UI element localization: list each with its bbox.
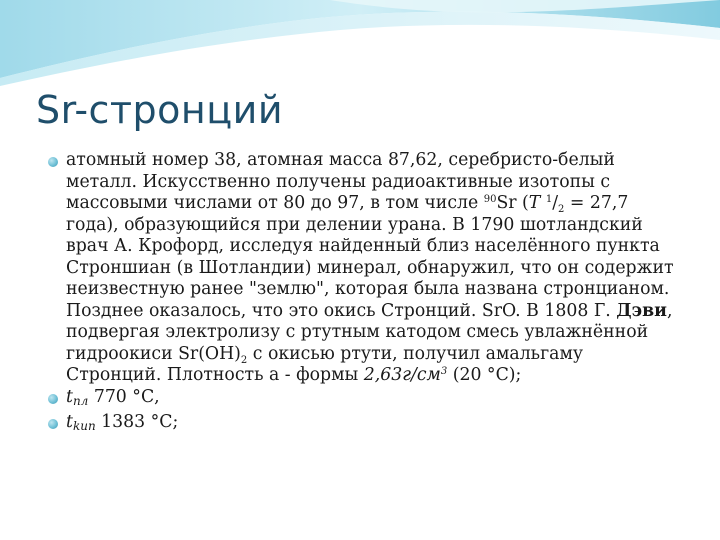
temp-subscript: пл [72,393,89,408]
bullet-icon [48,157,58,167]
fraction-numerator: 1 [545,194,553,205]
boiling-point-value: 1383 °С; [95,412,179,432]
davy-name: Дэви [616,300,667,321]
isotope-symbol: Sr ( [496,193,529,213]
density-value: 2,63г/см [363,365,441,385]
bullet-icon [48,419,58,429]
temp-symbol: t [66,412,73,432]
temp-symbol: t [66,386,73,407]
slide-title: Sr-стронций [36,88,284,132]
bullet-item-boiling-point [46,412,676,438]
bullet-icon [48,394,58,404]
text-segment: , подвергая электролизу с ртутным катодом смесь увлажнённой гидроокиси Sr(OH) [66,300,673,364]
density-exponent: 3 [440,366,448,377]
temp-subscript: kun [72,419,96,433]
half-life-symbol: T [528,193,541,213]
bullet-item-melting-point [46,387,676,413]
isotope-mass: 90 [483,194,497,205]
melting-point-value: 770 °С, [88,386,160,407]
fraction-denominator: 2 [558,204,565,215]
bullet-list [46,150,676,438]
fraction-slash: / [552,193,559,213]
bullet-item-description [46,150,676,387]
hydroxide-subscript: 2 [240,354,248,366]
text-segment: (20 °С); [447,365,522,385]
text-segment: с окисью ртути, получил амальгаму Стронций. Плотность a - формы [66,343,584,385]
text-segment: атомный номер 38, атомная масса 87,62, серебристо-белый металл. Искусственно получены радиоактивные изотопы с массовыми числами от 80 до 97, в том числе [66,150,615,213]
text-segment: = 27,7 года), образующийся при делении урана. В 1790 шотландский врач А. Крофорд, исследуя найденный близ населённого пункта Строншиан (в Шотландии) минерал, обнаружил, что он содержит неизвестную ранее "землю", которая была названа стронцианом. Позднее оказалось, что это окись Стронций. SrO. В 1808 Г. [66,193,674,321]
